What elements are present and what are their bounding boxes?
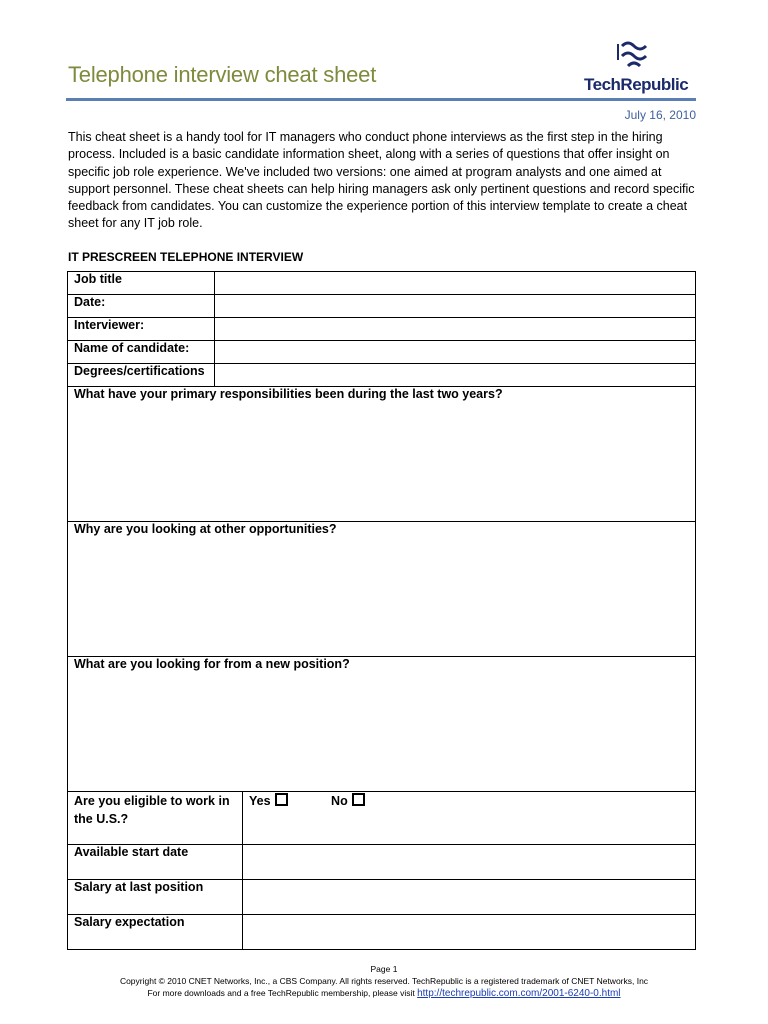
eligibility-label: Are you eligible to work in the U.S.? bbox=[68, 792, 243, 845]
question-row bbox=[68, 387, 696, 522]
job-title-row bbox=[68, 272, 696, 295]
yes-checkbox[interactable] bbox=[275, 793, 288, 806]
section-heading: IT PRESCREEN TELEPHONE INTERVIEW bbox=[68, 250, 304, 264]
salary-last-row bbox=[68, 880, 696, 915]
question-responsibilities[interactable]: What have your primary responsibilities been during the last two years? bbox=[68, 387, 696, 522]
date-label: Date: bbox=[68, 295, 215, 318]
salary-last-label: Salary at last position bbox=[68, 880, 243, 915]
interviewer-row bbox=[68, 318, 696, 341]
interviewer-label: Interviewer: bbox=[68, 318, 215, 341]
degrees-row bbox=[68, 364, 696, 387]
salary-expect-row bbox=[68, 915, 696, 950]
candidate-row bbox=[68, 341, 696, 364]
degrees-label: Degrees/certifications bbox=[68, 364, 215, 387]
question-row bbox=[68, 522, 696, 657]
logo-text: TechRepublic bbox=[584, 75, 689, 94]
candidate-label: Name of candidate: bbox=[68, 341, 215, 364]
title-rule bbox=[66, 98, 696, 101]
downloads-line: For more downloads and a free TechRepublic membership, please visit http://techrepublic.com.com/2001-6240-0.html bbox=[147, 988, 621, 999]
intro-paragraph: This cheat sheet is a handy tool for IT managers who conduct phone interviews as the first step in the hiring process. Included is a basic candidate information sheet, along with a series of questions that offer insight on specific job role experience. We've included two versions: one aimed at program analysts and one aimed at support personnel. These cheat sheets can help hiring managers ask only pertinent questions and record specific feedback from candidates. You can customize the experience portion of this interview template to create a cheat sheet for any IT job role. bbox=[68, 130, 695, 231]
degrees-field[interactable] bbox=[215, 364, 696, 387]
page-number: Page 1 bbox=[370, 964, 398, 974]
document-date: July 16, 2010 bbox=[624, 108, 696, 122]
yes-option[interactable]: Yes bbox=[249, 792, 288, 810]
job-title-label: Job title bbox=[68, 272, 215, 295]
salary-last-field[interactable] bbox=[243, 880, 696, 915]
job-title-field[interactable] bbox=[215, 272, 696, 295]
start-date-row bbox=[68, 845, 696, 880]
question-new-position[interactable]: What are you looking for from a new position? bbox=[68, 657, 696, 792]
eligibility-options bbox=[243, 792, 696, 845]
techrepublic-logo bbox=[584, 40, 696, 96]
no-option[interactable]: No bbox=[331, 792, 365, 810]
date-row bbox=[68, 295, 696, 318]
techrepublic-link[interactable]: http://techrepublic.com.com/2001-6240-0.html bbox=[417, 988, 621, 999]
question-row bbox=[68, 657, 696, 792]
candidate-field[interactable] bbox=[215, 341, 696, 364]
copyright-notice: Copyright © 2010 CNET Networks, Inc., a CBS Company. All rights reserved. TechRepublic is a registered trademark of CNET Networks, Inc bbox=[119, 976, 649, 986]
logo-wave-icon bbox=[612, 40, 652, 74]
eligibility-row bbox=[68, 792, 696, 845]
interview-form bbox=[67, 271, 696, 950]
start-date-label: Available start date bbox=[68, 845, 243, 880]
question-opportunities[interactable]: Why are you looking at other opportunities? bbox=[68, 522, 696, 657]
salary-expect-field[interactable] bbox=[243, 915, 696, 950]
document-title: Telephone interview cheat sheet bbox=[68, 62, 377, 87]
salary-expect-label: Salary expectation bbox=[68, 915, 243, 950]
no-checkbox[interactable] bbox=[352, 793, 365, 806]
interviewer-field[interactable] bbox=[215, 318, 696, 341]
start-date-field[interactable] bbox=[243, 845, 696, 880]
date-field[interactable] bbox=[215, 295, 696, 318]
page-footer bbox=[0, 963, 768, 1000]
